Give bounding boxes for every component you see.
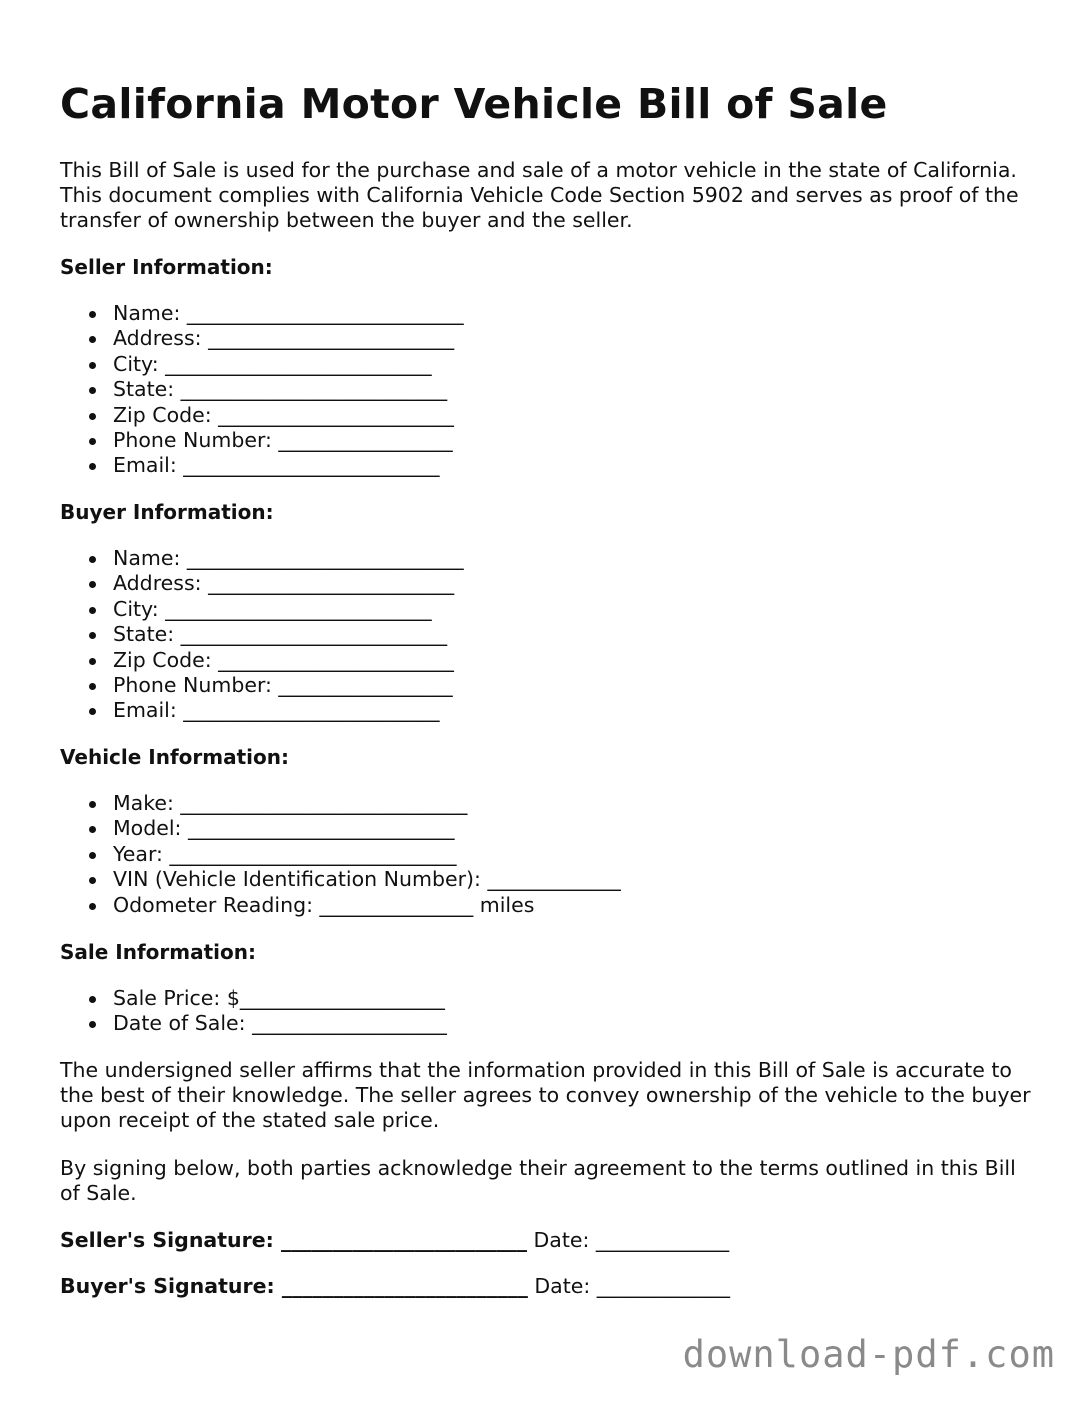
vehicle-year-field: Year: ____________________________	[60, 842, 621, 867]
affirmation-paragraph: The undersigned seller affirms that the information provided in this Bill of Sale is accurate to the best of their knowledge. The seller agrees to convey ownership of the vehicle to the buyer upon receipt of the stated sale price.	[60, 1058, 1031, 1132]
buyer-name-field: Name: ___________________________	[60, 546, 464, 571]
buyer-heading: Buyer Information:	[60, 500, 274, 524]
buyer-signature-date: Date: _____________	[527, 1274, 731, 1298]
buyer-state-field: State: __________________________	[60, 622, 464, 647]
vehicle-odometer-field: Odometer Reading: _______________ miles	[60, 893, 621, 918]
sale-date-field: Date of Sale: ___________________	[60, 1011, 447, 1036]
vehicle-make-field: Make: ____________________________	[60, 791, 621, 816]
seller-zip-field: Zip Code: _______________________	[60, 403, 464, 428]
vehicle-heading: Vehicle Information:	[60, 745, 289, 769]
intro-paragraph: This Bill of Sale is used for the purchase and sale of a motor vehicle in the state of California. This document complies with California Vehicle Code Section 5902 and serves as proof of the transfer of ownership between the buyer and the seller.	[60, 158, 1019, 232]
vehicle-model-field: Model: __________________________	[60, 816, 621, 841]
sale-heading: Sale Information:	[60, 940, 256, 964]
vehicle-vin-field: VIN (Vehicle Identification Number): _____________	[60, 867, 621, 892]
seller-city-field: City: __________________________	[60, 352, 464, 377]
buyer-phone-field: Phone Number: _________________	[60, 673, 464, 698]
buyer-signature-label: Buyer's Signature: ________________________	[60, 1274, 528, 1298]
seller-signature-line	[60, 1228, 729, 1253]
seller-heading: Seller Information:	[60, 255, 273, 279]
buyer-signature-line	[60, 1274, 730, 1299]
watermark-text: download-pdf.com	[682, 1333, 1055, 1376]
buyer-address-field: Address: ________________________	[60, 571, 464, 596]
seller-signature-label: Seller's Signature: ________________________	[60, 1228, 527, 1252]
acknowledgement-paragraph: By signing below, both parties acknowledge their agreement to the terms outlined in this Bill of Sale.	[60, 1156, 1016, 1205]
sale-fields-list	[60, 986, 447, 1037]
seller-name-field: Name: ___________________________	[60, 301, 464, 326]
vehicle-fields-list	[60, 791, 621, 918]
sale-price-field: Sale Price: $____________________	[60, 986, 447, 1011]
seller-phone-field: Phone Number: _________________	[60, 428, 464, 453]
buyer-city-field: City: __________________________	[60, 597, 464, 622]
seller-email-field: Email: _________________________	[60, 453, 464, 478]
buyer-fields-list	[60, 546, 464, 724]
buyer-zip-field: Zip Code: _______________________	[60, 648, 464, 673]
seller-state-field: State: __________________________	[60, 377, 464, 402]
document-title: California Motor Vehicle Bill of Sale	[60, 80, 888, 128]
seller-fields-list	[60, 301, 464, 479]
seller-signature-date: Date: _____________	[527, 1228, 730, 1252]
seller-address-field: Address: ________________________	[60, 326, 464, 351]
buyer-email-field: Email: _________________________	[60, 698, 464, 723]
